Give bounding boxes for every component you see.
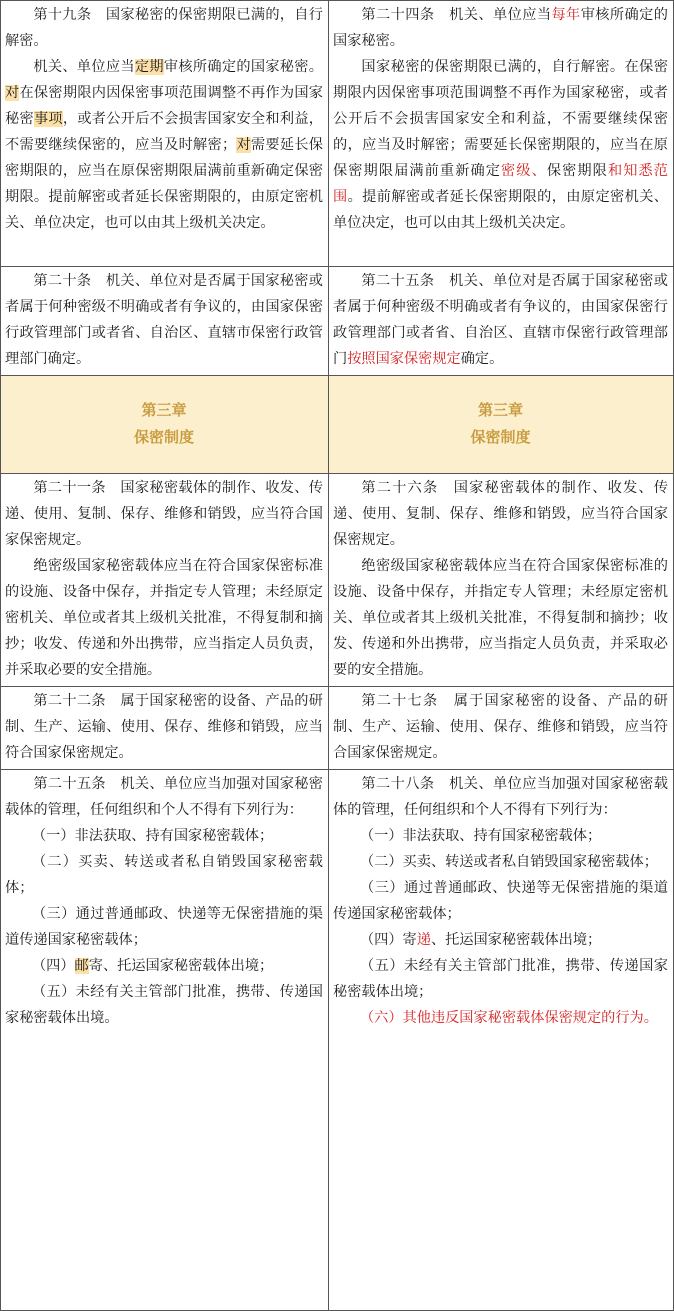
list-item-added: （六）其他违反国家秘密载体保密规定的行为。 <box>359 1010 658 1026</box>
table-row <box>1 267 674 376</box>
new-article-27 <box>329 687 674 770</box>
paragraph: 第二十五条 机关、单位对是否属于国家秘密或者属于何种密级不明确或者有争议的，由国家保密行政管理部门或者省、自治区、直辖市保密行政管理部门按照国家保密规定确定。 <box>333 273 668 367</box>
new-article-24 <box>329 1 674 267</box>
chapter-heading <box>1 376 329 474</box>
chapter-heading <box>329 376 674 474</box>
highlighted-text: 对 <box>236 137 251 153</box>
highlighted-text: 事项 <box>33 111 63 127</box>
list-item: （二）买卖、转送或者私自销毁国家秘密载体； <box>359 854 658 870</box>
paragraph: 第二十一条 国家秘密载体的制作、收发、传递、使用、复制、保存、维修和销毁，应当符合国家保密规定。 <box>5 480 323 548</box>
paragraph: 绝密级国家秘密载体应当在符合国家保密标准的设施、设备中保存，并指定专人管理；未经原定密机关、单位或者其上级机关批准，不得复制和摘抄；收发、传递和外出携带，应当指定人员负责，并采取必要的安全措施。 <box>5 558 323 678</box>
old-article-20 <box>1 267 329 376</box>
changed-text: 递 <box>416 932 431 948</box>
paragraph: 第二十四条 机关、单位应当每年审核所确定的国家秘密。 <box>333 7 668 49</box>
new-article-28 <box>329 770 674 1311</box>
list-item: （三）通过普通邮政、快递等无保密措施的渠道传递国家秘密载体； <box>5 906 323 948</box>
list-item: （四）邮寄、托运国家秘密载体出境； <box>31 958 274 974</box>
list-item: （五）未经有关主管部门批准，携带、传递国家秘密载体出境。 <box>5 984 323 1026</box>
chapter-number: 第三章 <box>141 400 187 419</box>
changed-text: 密级、 <box>501 163 547 179</box>
list-item: （四）寄递、托运国家秘密载体出境； <box>359 932 602 948</box>
old-article-19 <box>1 1 329 267</box>
new-article-26 <box>329 474 674 687</box>
chapter-header-row <box>1 376 674 474</box>
old-article-21 <box>1 474 329 687</box>
highlighted-text: 邮 <box>74 958 89 974</box>
paragraph: 第二十条 机关、单位对是否属于国家秘密或者属于何种密级不明确或者有争议的，由国家保密行政管理部门或者省、自治区、直辖市保密行政管理部门确定。 <box>5 273 323 367</box>
old-article-22 <box>1 687 329 770</box>
changed-text: 按照国家保密规定 <box>347 351 461 367</box>
paragraph: 国家秘密的保密期限已满的，自行解密。在保密期限内因保密事项范围调整不再作为国家秘密，或者公开后不会损害国家安全和利益，不需要继续保密的，应当及时解密；需要延长保密期限的，应当在原保密期限届满前重新确定密级、保密期限和知悉范围。提前解密或者延长保密期限的，由原定密机关、单位决定，也可以由其上级机关决定。 <box>333 59 668 231</box>
paragraph: 第二十五条 机关、单位应当加强对国家秘密载体的管理，任何组织和个人不得有下列行为： <box>5 776 323 818</box>
new-article-25 <box>329 267 674 376</box>
paragraph: 第二十八条 机关、单位应当加强对国家秘密载体的管理，任何组织和个人不得有下列行为： <box>333 776 668 818</box>
table-row <box>1 474 674 687</box>
highlighted-text: 定期 <box>134 59 164 75</box>
paragraph: 第二十六条 国家秘密载体的制作、收发、传递、使用、复制、保存、维修和销毁，应当符合国家保密规定。 <box>333 480 668 548</box>
paragraph: 第十九条 国家秘密的保密期限已满的，自行解密。 <box>5 7 323 49</box>
chapter-title: 保密制度 <box>470 427 531 446</box>
list-item: （一）非法获取、持有国家秘密载体； <box>31 828 274 844</box>
changed-text: 和知悉范围 <box>333 163 668 205</box>
chapter-number: 第三章 <box>477 400 523 419</box>
paragraph: 第二十七条 属于国家秘密的设备、产品的研制、生产、运输、使用、保存、维修和销毁，应当符合国家保密规定。 <box>333 693 668 761</box>
table-row <box>1 687 674 770</box>
paragraph: 机关、单位应当定期审核所确定的国家秘密。对在保密期限内因保密事项范围调整不再作为国家秘密事项，或者公开后不会损害国家安全和利益，不需要继续保密的，应当及时解密；对需要延长保密期限的，应当在原保密期限届满前重新确定保密期限。提前解密或者延长保密期限的，由原定密机关、单位决定，也可以由其上级机关决定。 <box>5 59 323 231</box>
chapter-title: 保密制度 <box>133 427 194 446</box>
table-row <box>1 770 674 1311</box>
changed-text: 每年 <box>551 7 581 23</box>
list-item: （一）非法获取、持有国家秘密载体； <box>359 828 602 844</box>
paragraph: 第二十二条 属于国家秘密的设备、产品的研制、生产、运输、使用、保存、维修和销毁，应当符合国家保密规定。 <box>5 693 323 761</box>
list-item: （二）买卖、转送或者私自销毁国家秘密载体； <box>5 854 323 896</box>
paragraph: 绝密级国家秘密载体应当在符合国家保密标准的设施、设备中保存，并指定专人管理；未经原定密机关、单位或者其上级机关批准，不得复制和摘抄；收发、传递和外出携带，应当指定人员负责，并采取必要的安全措施。 <box>333 558 668 678</box>
table-row <box>1 1 674 267</box>
list-item: （五）未经有关主管部门批准，携带、传递国家秘密载体出境； <box>333 958 668 1000</box>
highlighted-text: 对 <box>5 85 20 101</box>
list-item: （三）通过普通邮政、快递等无保密措施的渠道传递国家秘密载体； <box>333 880 668 922</box>
old-article-25 <box>1 770 329 1311</box>
